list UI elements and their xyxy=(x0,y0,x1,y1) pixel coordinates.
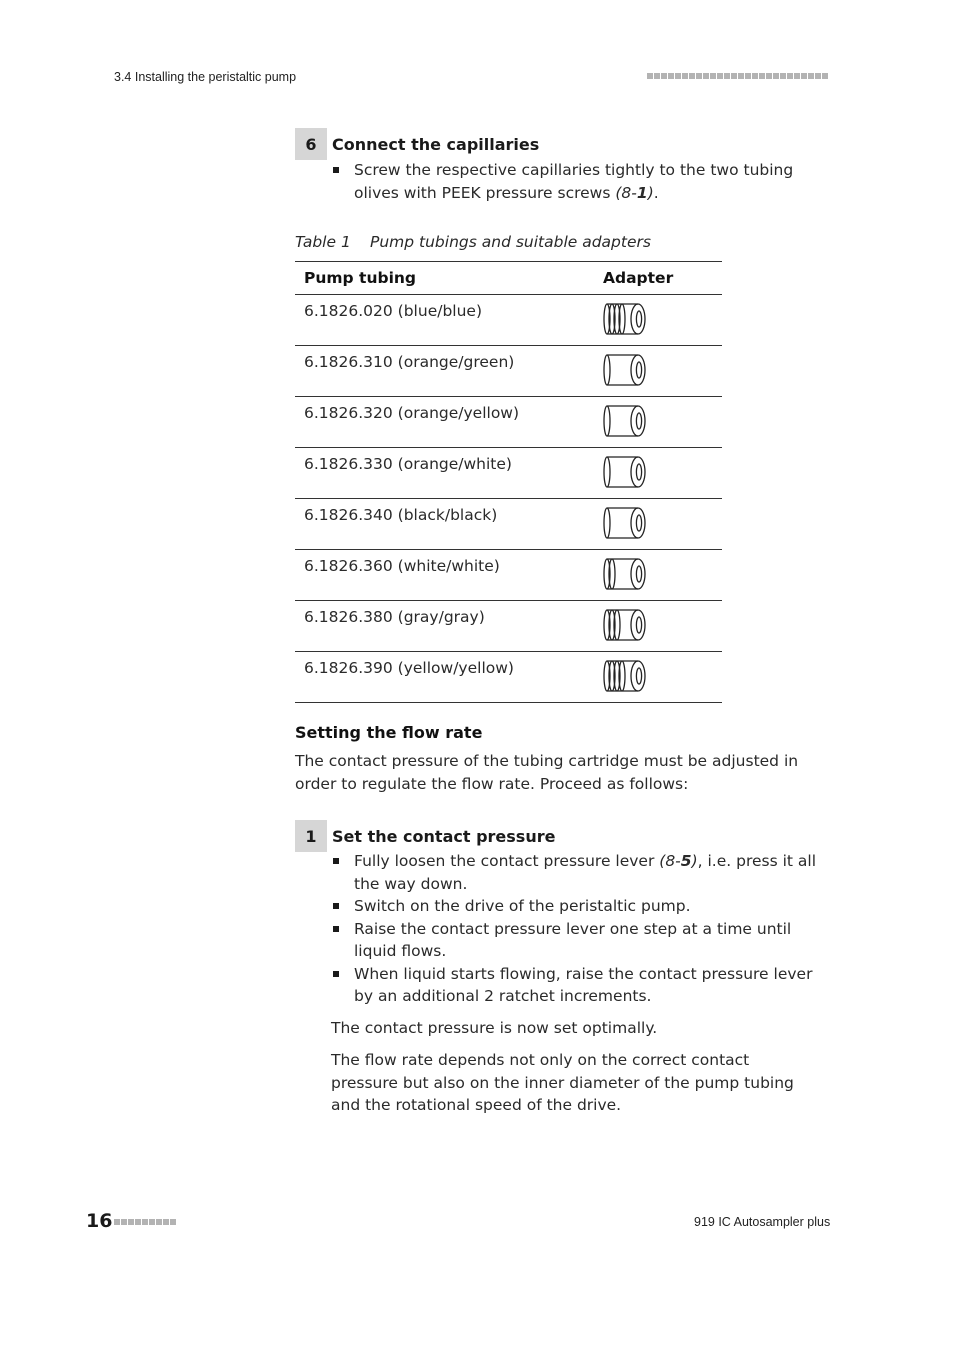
bullet-text: Raise the contact pressure lever one step at a time until liquid flows. xyxy=(354,919,792,960)
bullet-text: Screw the respective capillaries tightly to the two tubing olives with PEEK pressure screws xyxy=(354,161,794,202)
decoration-square xyxy=(794,73,800,79)
footer-decoration xyxy=(114,1219,176,1225)
list-item xyxy=(331,895,821,918)
column-header-adapter: Adapter xyxy=(594,262,722,295)
decoration-square xyxy=(675,73,681,79)
step-number: 1 xyxy=(295,820,327,852)
note-paragraph: The flow rate depends not only on the correct contact pressure but also on the inner diameter of the pump tubing and the rotational speed of the drive. xyxy=(331,1051,794,1114)
pump-tubing-cell: 6.1826.320 (orange/yellow) xyxy=(295,397,594,448)
bullet-text: Switch on the drive of the peristaltic pump. xyxy=(354,897,691,915)
list-item xyxy=(331,963,821,1008)
decoration-square xyxy=(149,1219,155,1225)
decoration-square xyxy=(668,73,674,79)
adapter-cell xyxy=(594,601,722,652)
adapter-one-ring-icon xyxy=(602,578,648,596)
adapter-cell xyxy=(594,346,722,397)
decoration-square xyxy=(696,73,702,79)
step-1 xyxy=(295,820,555,852)
table-row xyxy=(295,550,722,601)
pump-tubing-cell: 6.1826.340 (black/black) xyxy=(295,499,594,550)
pump-tubing-cell: 6.1826.020 (blue/blue) xyxy=(295,295,594,346)
decoration-square xyxy=(738,73,744,79)
table-caption xyxy=(295,233,651,251)
bullet-icon xyxy=(333,167,339,173)
decoration-square xyxy=(170,1219,176,1225)
decoration-square xyxy=(689,73,695,79)
decoration-square xyxy=(661,73,667,79)
table-row xyxy=(295,652,722,703)
table-row xyxy=(295,397,722,448)
table-row xyxy=(295,601,722,652)
pump-tubing-cell: 6.1826.380 (gray/gray) xyxy=(295,601,594,652)
adapter-cell xyxy=(594,295,722,346)
adapter-cell xyxy=(594,499,722,550)
decoration-square xyxy=(766,73,772,79)
adapter-plain-icon xyxy=(602,476,648,494)
decoration-square xyxy=(808,73,814,79)
step-1-bullets xyxy=(331,850,821,1008)
pump-tubing-table xyxy=(295,261,722,703)
decoration-square xyxy=(710,73,716,79)
adapter-two-ring-icon xyxy=(602,629,648,647)
decoration-square xyxy=(780,73,786,79)
table-caption-number: Table 1 xyxy=(295,233,351,251)
adapter-plain-icon xyxy=(602,374,648,392)
step-6-bullets xyxy=(331,159,821,204)
pump-tubing-cell: 6.1826.310 (orange/green) xyxy=(295,346,594,397)
bullet-icon xyxy=(333,858,339,864)
column-header-pump-tubing: Pump tubing xyxy=(295,262,594,295)
decoration-square xyxy=(787,73,793,79)
decoration-square xyxy=(801,73,807,79)
figure-reference: (8-1) xyxy=(615,183,654,202)
intro-paragraph: The contact pressure of the tubing cartridge must be adjusted in order to regulate the flow rate. Proceed as follows: xyxy=(295,752,799,793)
decoration-square xyxy=(759,73,765,79)
step-6 xyxy=(295,128,539,160)
decoration-square xyxy=(773,73,779,79)
adapter-cell xyxy=(594,397,722,448)
table-header-row xyxy=(295,262,722,295)
table-row xyxy=(295,448,722,499)
adapter-plain-icon xyxy=(602,425,648,443)
adapter-cell xyxy=(594,448,722,499)
header-decoration xyxy=(647,73,828,79)
table-row xyxy=(295,499,722,550)
pump-tubing-cell: 6.1826.390 (yellow/yellow) xyxy=(295,652,594,703)
decoration-square xyxy=(114,1219,120,1225)
decoration-square xyxy=(745,73,751,79)
result-text: The contact pressure is now set optimally. xyxy=(331,1019,658,1037)
decoration-square xyxy=(822,73,828,79)
adapter-cell xyxy=(594,652,722,703)
product-name: 919 IC Autosampler plus xyxy=(694,1215,831,1229)
table-row xyxy=(295,346,722,397)
running-header-section: 3.4 Installing the peristaltic pump xyxy=(114,70,297,84)
pump-tubing-cell: 6.1826.330 (orange/white) xyxy=(295,448,594,499)
figure-reference: (8-5) xyxy=(659,852,698,870)
pump-tubing-cell: 6.1826.360 (white/white) xyxy=(295,550,594,601)
decoration-square xyxy=(703,73,709,79)
list-item xyxy=(331,918,821,963)
section-heading: Setting the flow rate xyxy=(295,723,483,742)
decoration-square xyxy=(156,1219,162,1225)
decoration-square xyxy=(647,73,653,79)
decoration-square xyxy=(724,73,730,79)
decoration-square xyxy=(815,73,821,79)
bullet-text: Fully loosen the contact pressure lever xyxy=(354,852,660,870)
table-row xyxy=(295,295,722,346)
list-item: Screw the respective capillaries tightly to the two tubing olives with PEEK pressure screws (8-1). xyxy=(331,159,821,204)
bullet-icon xyxy=(333,971,339,977)
step-title: Connect the capillaries xyxy=(332,134,540,154)
bullet-text: When liquid starts flowing, raise the contact pressure lever by an additional 2 ratchet increments. xyxy=(354,964,813,1005)
bullet-icon xyxy=(333,903,339,909)
decoration-square xyxy=(731,73,737,79)
step-number: 6 xyxy=(295,128,327,160)
decoration-square xyxy=(128,1219,134,1225)
adapter-plain-icon xyxy=(602,527,648,545)
decoration-square xyxy=(121,1219,127,1225)
decoration-square xyxy=(654,73,660,79)
decoration-square xyxy=(142,1219,148,1225)
decoration-square xyxy=(717,73,723,79)
decoration-square xyxy=(682,73,688,79)
adapter-three-ring-icon xyxy=(602,680,648,698)
list-item: Fully loosen the contact pressure lever (8-5), i.e. press it all the way down. xyxy=(331,850,821,895)
decoration-square xyxy=(135,1219,141,1225)
decoration-square xyxy=(752,73,758,79)
table-caption-text: Pump tubings and suitable adapters xyxy=(370,233,651,251)
bullet-icon xyxy=(333,926,339,932)
page-number: 16 xyxy=(86,1210,113,1232)
adapter-three-ring-icon xyxy=(602,323,648,341)
decoration-square xyxy=(163,1219,169,1225)
adapter-cell xyxy=(594,550,722,601)
step-title: Set the contact pressure xyxy=(332,826,556,846)
